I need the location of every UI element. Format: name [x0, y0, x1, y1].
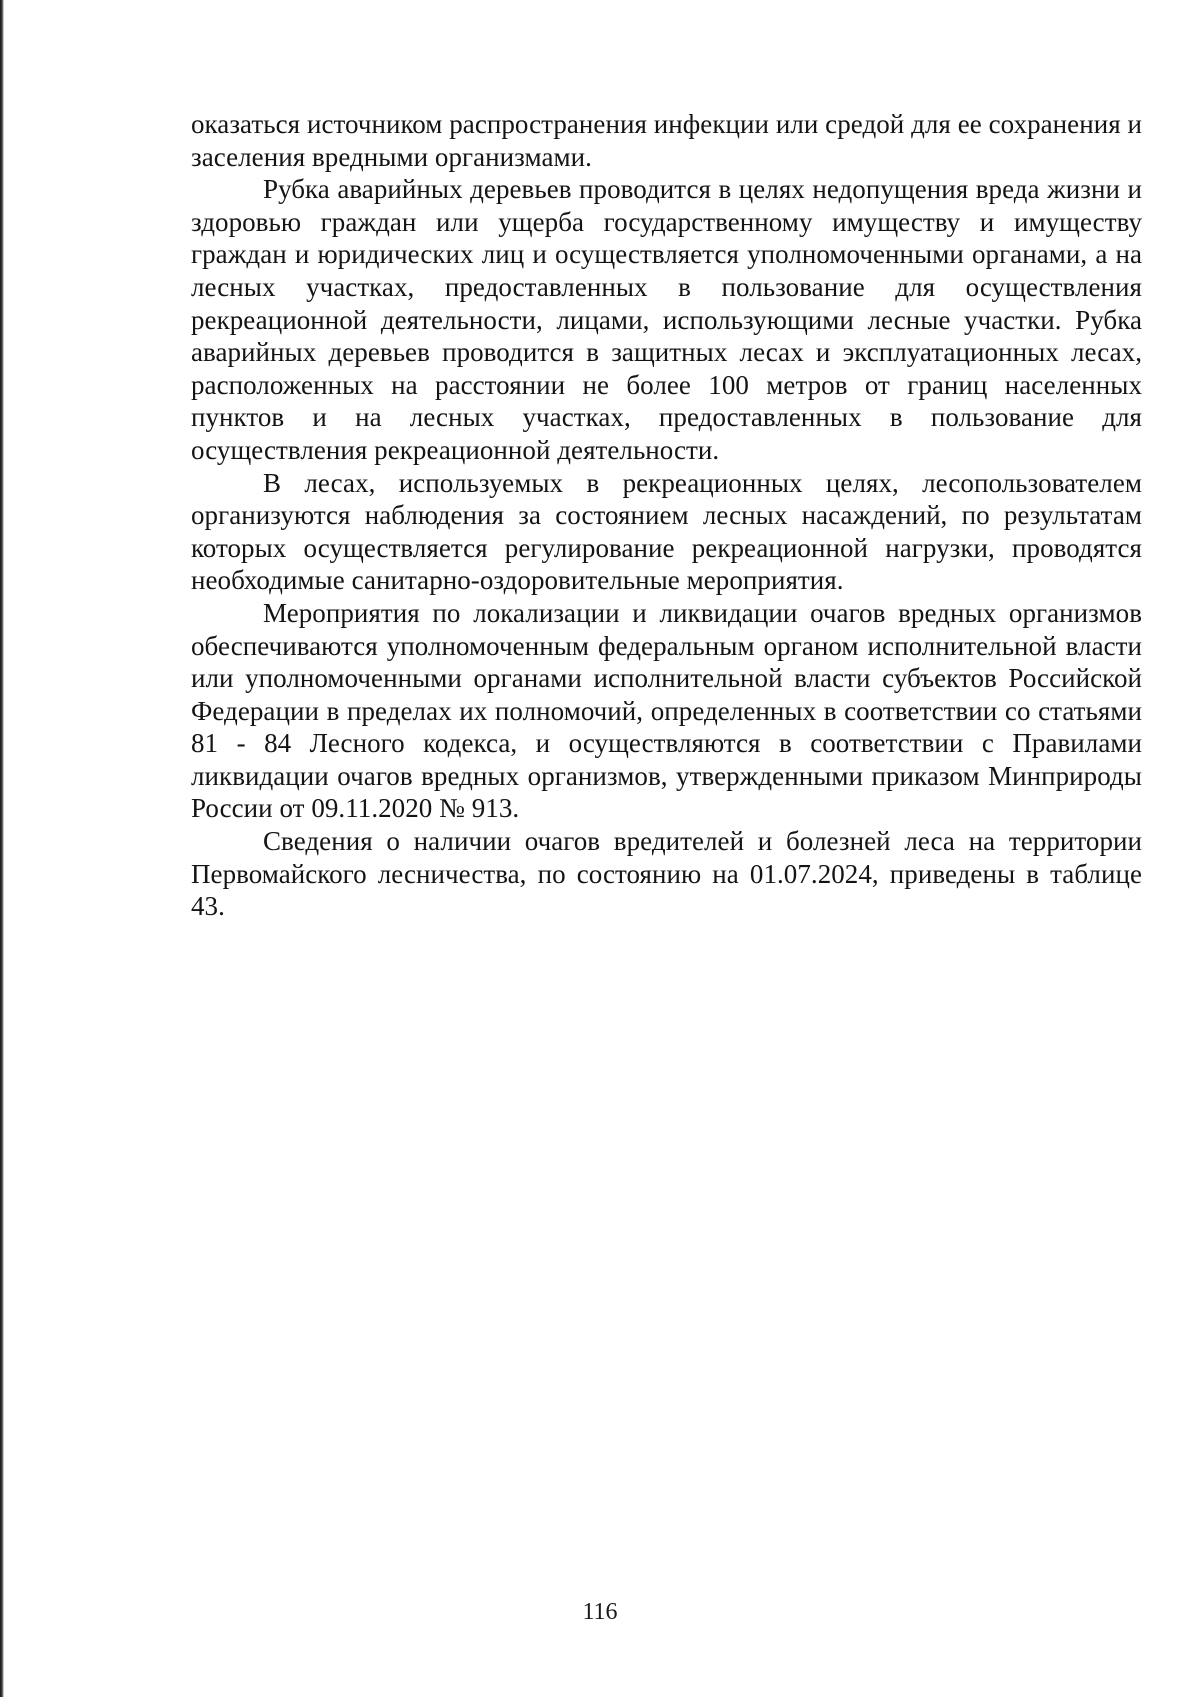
body-text — [191, 108, 1142, 923]
paragraph-recreational-forests: В лесах, используемых в рекреационных целях, лесопользователем организуются наблюдения за состоянием лесных насаждений, по результатам которых осуществляется регулирование рекреационной нагрузки, проводятся необходимые санитарно-оздоровительные мероприятия. — [191, 467, 1142, 596]
paragraph-emergency-tree-felling: Рубка аварийных деревьев проводится в целях недопущения вреда жизни и здоровью граждан или ущерба государственному имуществу и имуществу граждан и юридических лиц и осуществляется уполномоченными органами, а на лесных участках, предоставленных в пользование для осуществления рекреационной деятельности, лицами, использующими лесные участки. Рубка аварийных деревьев проводится в защитных лесах и эксплуатационных лесах, расположенных на расстоянии не более 100 метров от границ населенных пунктов и на лесных участках, предоставленных в пользование для осуществления рекреационной деятельности. — [191, 174, 1142, 465]
paragraph-continuation: оказаться источником распространения инфекции или средой для ее сохранения и заселения вредными организмами. — [191, 109, 1142, 172]
paragraph-pest-localization: Мероприятия по локализации и ликвидации очагов вредных организмов обеспечиваются уполномоченным федеральным органом исполнительной власти или уполномоченными органами исполнительной власти субъектов Российской Федерации в пределах их полномочий, определенных в соответствии со статьями 81 - 84 Лесного кодекса, и осуществляются в соответствии с Правилами ликвидации очагов вредных организмов, утвержденными приказом Минприроды России от 09.11.2020 № 913. — [191, 597, 1142, 824]
paragraph-pest-foci-info: Сведения о наличии очагов вредителей и болезней леса на территории Первомайского лесничества, по состоянию на 01.07.2024, приведены в таблице 43. — [191, 826, 1142, 922]
scan-left-edge — [0, 0, 4, 1697]
page-number: 116 — [582, 1599, 618, 1625]
